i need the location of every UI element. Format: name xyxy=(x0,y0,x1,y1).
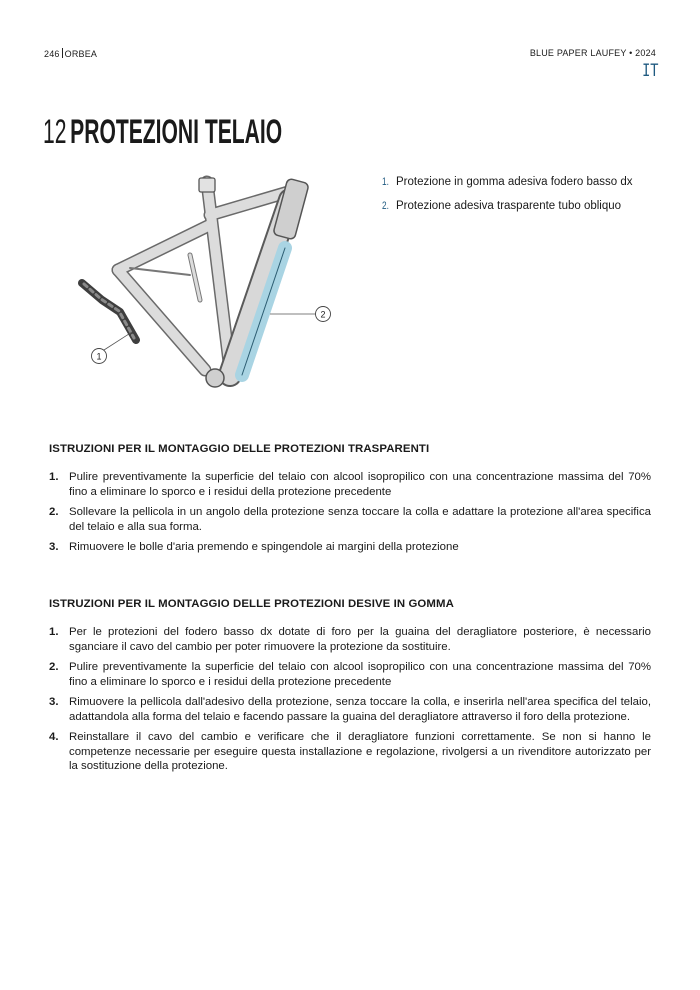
step-number: 3. xyxy=(49,696,59,708)
step-number: 2. xyxy=(49,661,59,673)
callout-1: 1 xyxy=(96,351,102,362)
legend-number: 1. xyxy=(382,176,389,188)
section-heading: ISTRUZIONI PER IL MONTAGGIO DELLE PROTEZIONI TRASPARENTI xyxy=(49,443,430,455)
callout-2: 2 xyxy=(320,309,326,320)
step-text: Per le protezioni del fodero basso dx dotate di foro per la guaina del deragliatore posteriore, è necessario sganciare il cavo del cambio per poter rimuovere la protezione da sostituire. xyxy=(69,626,651,653)
step-number: 3. xyxy=(49,541,59,553)
chainstay-rubber-protector xyxy=(82,283,136,340)
page-header-left xyxy=(44,48,97,59)
legend-label: Protezione in gomma adesiva fodero basso dx xyxy=(396,176,633,188)
legend-item xyxy=(382,170,633,194)
step-text: Reinstallare il cavo del cambio e verificare che il deragliatore funzioni correttamente. Se non si hanno le competenze necessarie per eseguire questa installazione e regolazione, rivolgersi a un rivenditore autorizzato per la sostituzione della protezione. xyxy=(69,731,651,772)
document-title: BLUE PAPER LAUFEY • 2024 xyxy=(529,48,656,58)
page-title xyxy=(43,112,282,152)
chain-stay xyxy=(118,270,205,370)
instruction-step xyxy=(49,730,651,774)
instruction-step xyxy=(49,470,651,499)
legend-label: Protezione adesiva trasparente tubo obliquo xyxy=(396,200,622,212)
page-number: 246 xyxy=(44,49,60,59)
chapter-title: PROTEZIONI TELAIO xyxy=(70,113,283,151)
step-number: 1. xyxy=(49,626,59,638)
language-code: IT xyxy=(641,61,658,81)
transparent-protection-instructions xyxy=(49,443,651,561)
step-text: Pulire preventivamente la superficie del telaio con alcool isopropilico con una concentrazione massima del 70% fino a eliminare lo sporco e i residui della protezione precedente xyxy=(69,471,651,498)
frame-illustration xyxy=(70,160,340,410)
legend-number: 2. xyxy=(382,200,389,212)
instruction-step xyxy=(49,695,651,724)
bottom-bracket xyxy=(206,369,224,387)
instruction-step xyxy=(49,660,651,689)
rubber-protection-instructions xyxy=(49,598,651,780)
chapter-number: 12 xyxy=(43,113,67,151)
brand-name: ORBEA xyxy=(64,49,98,59)
step-text: Sollevare la pellicola in un angolo della protezione senza toccare la colla e adattare la protezione all'area specifica del telaio e alla sua forma. xyxy=(69,506,651,533)
seat-stay xyxy=(118,225,210,270)
step-number: 4. xyxy=(49,731,59,743)
header-separator xyxy=(62,48,63,58)
section-heading: ISTRUZIONI PER IL MONTAGGIO DELLE PROTEZIONI DESIVE IN GOMMA xyxy=(49,598,454,610)
instruction-step xyxy=(49,505,651,534)
legend-item xyxy=(382,194,633,218)
parts-legend xyxy=(382,170,633,218)
step-text: Pulire preventivamente la superficie del telaio con alcool isopropilico con una concentrazione massima del 70% fino a eliminare lo sporco e i residui della protezione precedente xyxy=(69,661,651,688)
seat-collar xyxy=(199,178,215,192)
step-number: 2. xyxy=(49,506,59,518)
step-text: Rimuovere le bolle d'aria premendo e spingendole ai margini della protezione xyxy=(69,541,459,553)
instruction-step xyxy=(49,540,651,555)
step-number: 1. xyxy=(49,471,59,483)
instruction-step xyxy=(49,625,651,654)
step-text: Rimuovere la pellicola dall'adesivo della protezione, senza toccare la colla, e inserirla nell'area specifica del telaio, adattandola alla forma del telaio e facendo passare la guaina del deragliatore attraverso il foro della protezione. xyxy=(69,696,651,723)
